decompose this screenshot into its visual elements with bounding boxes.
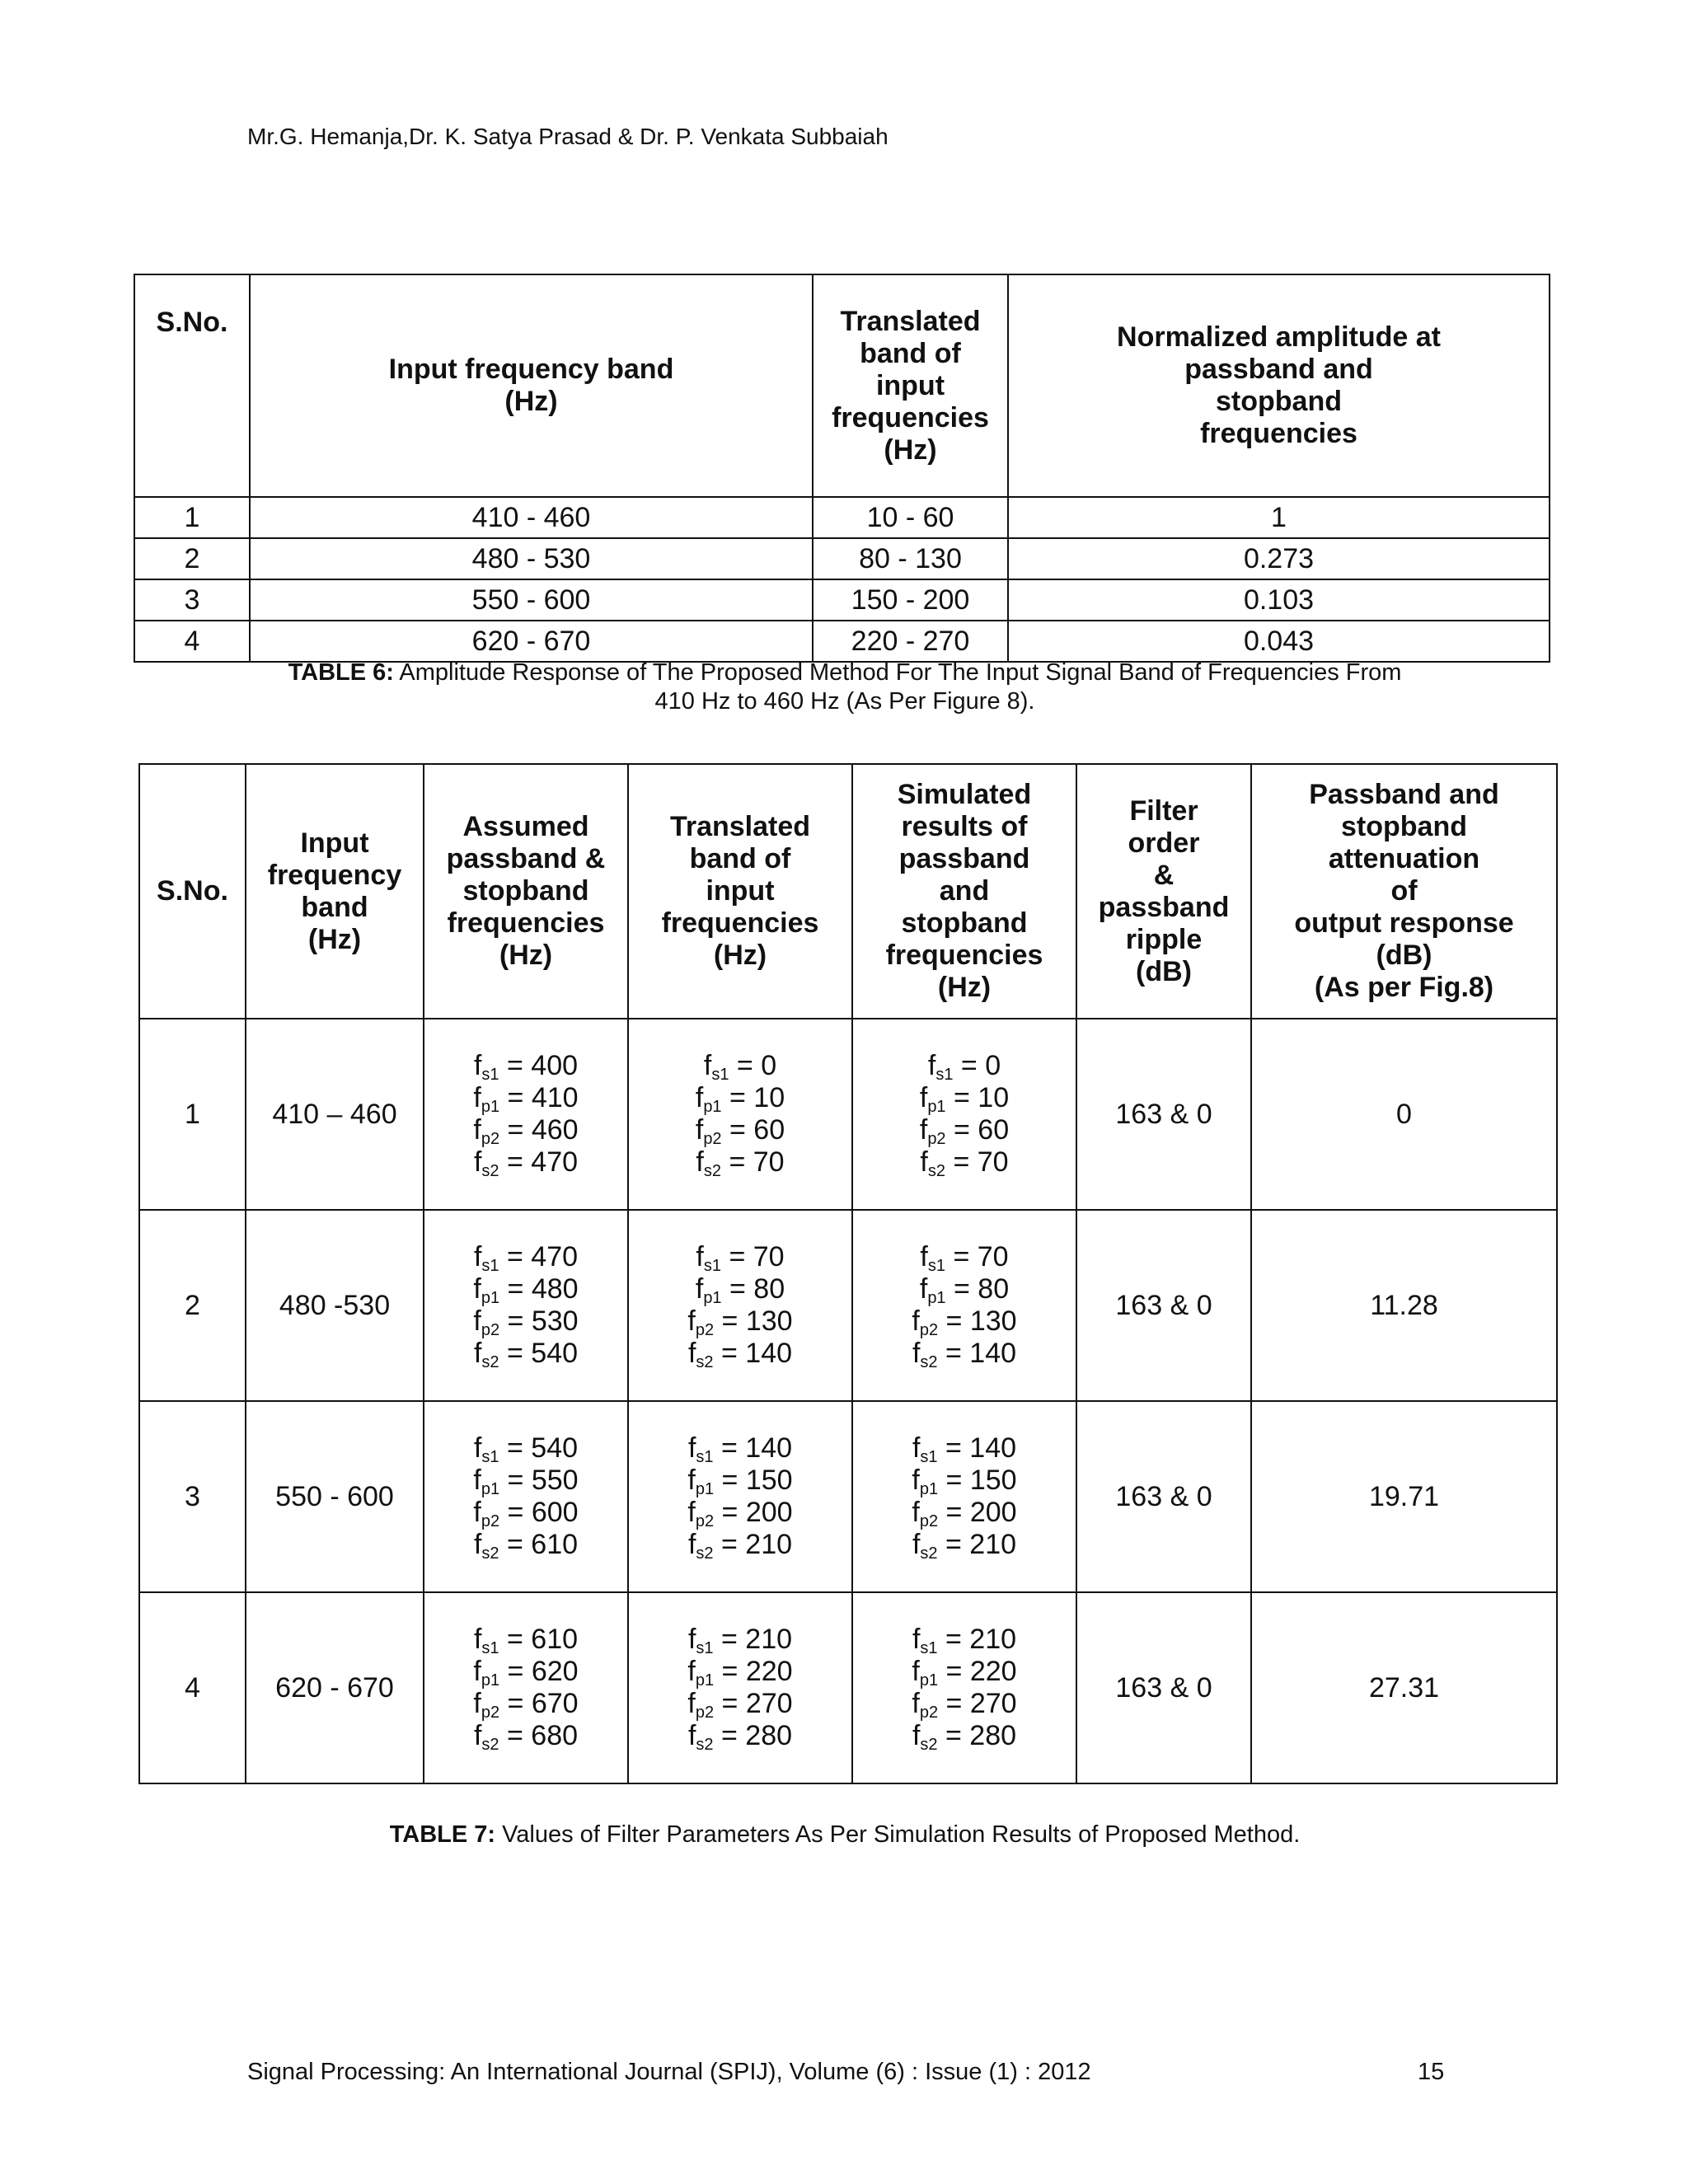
frequency-subscript: p2 (919, 1704, 939, 1722)
frequency-value: $f_{p2} = 530$ (473, 1305, 579, 1339)
frequency-subscript: s2 (920, 1353, 938, 1371)
frequency-subscript: s2 (920, 1736, 938, 1754)
header-line: Filter (1129, 794, 1198, 827)
frequency-value: $f_{p1} = 550$ (473, 1465, 579, 1498)
header-line: (Hz) (884, 434, 937, 466)
header-line: passband (898, 843, 1030, 874)
frequency-value: $f_{p1} = 10$ (919, 1082, 1010, 1116)
frequency-subscript: p1 (481, 1098, 500, 1116)
header-line: Passband and (1309, 779, 1499, 810)
header-line: (dB) (1376, 940, 1432, 971)
table-row (139, 1592, 1557, 1783)
frequency-subscript: p2 (695, 1321, 715, 1339)
header-line: order (1128, 827, 1200, 859)
t7-header-input-band (246, 764, 424, 1019)
frequency-subscript: s1 (920, 1639, 938, 1657)
header-line: attenuation (1328, 843, 1480, 874)
table-7-caption-text: Values of Filter Parameters As Per Simulation Results of Proposed Method. (502, 1821, 1301, 1848)
t7-cell-filter-order: 163 & 0 (1076, 1401, 1251, 1592)
frequency-subscript: s2 (481, 1736, 499, 1754)
frequency-value: $f_{p1} = 220$ (912, 1656, 1017, 1690)
t6-cell-input-band: 410 - 460 (250, 497, 813, 538)
frequency-subscript: s2 (481, 1544, 499, 1563)
frequency-value: $f_{p2} = 200$ (687, 1497, 793, 1530)
frequency-value: $f_{s2} = 280$ (687, 1720, 793, 1754)
frequency-subscript: s2 (920, 1544, 938, 1563)
t7-cell-attenuation: 11.28 (1251, 1210, 1557, 1401)
t6-header-normalized-amplitude (1008, 274, 1550, 497)
table-6-body (134, 497, 1550, 662)
t7-cell-translated-frequencies (628, 1019, 852, 1210)
frequency-value: $f_{s1} = 540$ (473, 1432, 579, 1466)
header-line: S.No. (156, 307, 228, 338)
t7-cell-simulated-frequencies (852, 1592, 1076, 1783)
frequency-value: $f_{p2} = 460$ (473, 1114, 579, 1148)
header-line: passband & (446, 843, 606, 874)
t7-cell-input-band: 480 -530 (246, 1210, 424, 1401)
frequency-subscript: s1 (696, 1448, 714, 1466)
frequency-subscript: p1 (927, 1289, 946, 1307)
frequency-value: $f_{s2} = 210$ (912, 1529, 1017, 1563)
frequency-value: $f_{s1} = 610$ (473, 1624, 579, 1657)
frequency-subscript: s1 (481, 1257, 499, 1275)
header-line: (Hz) (937, 972, 992, 1003)
frequency-subscript: s1 (920, 1448, 938, 1466)
header-line: Assumed (462, 811, 589, 842)
table-6 (134, 274, 1550, 663)
frequency-subscript: s2 (696, 1736, 714, 1754)
header-line: Input frequency band (388, 354, 674, 385)
header-line: frequency (267, 859, 402, 891)
table-7-caption (247, 1821, 1442, 1849)
table-row (139, 1210, 1557, 1401)
frequency-value: $f_{p1} = 150$ (687, 1465, 793, 1498)
header-line: (As per Fig.8) (1314, 972, 1494, 1003)
frequency-subscript: p1 (703, 1289, 722, 1307)
journal-footer: Signal Processing: An International Journal (SPIJ), Volume (6) : Issue (1) : 2012 (247, 2059, 1091, 2085)
frequency-subscript: s1 (927, 1257, 945, 1275)
frequency-value: $f_{p2} = 200$ (912, 1497, 1017, 1530)
t7-header-simulated-results (852, 764, 1076, 1019)
t7-header-filter-order (1076, 764, 1251, 1019)
frequency-value: $f_{s1} = 0$ (703, 1050, 777, 1084)
t6-cell-sno: 1 (134, 497, 250, 538)
header-line: band of (689, 843, 791, 874)
header-line: frequencies (1200, 418, 1357, 449)
t7-header-attenuation (1251, 764, 1557, 1019)
header-line: results of (901, 811, 1028, 842)
table-row (139, 1401, 1557, 1592)
frequency-subscript: p1 (695, 1671, 715, 1690)
header-line: Translated (840, 305, 981, 337)
frequency-subscript: s1 (711, 1066, 729, 1084)
frequency-subscript: s1 (703, 1257, 721, 1275)
t6-cell-sno: 4 (134, 621, 250, 662)
frequency-subscript: p1 (927, 1098, 946, 1116)
frequency-value: $f_{s2} = 140$ (912, 1338, 1017, 1371)
frequency-value: $f_{s2} = 280$ (912, 1720, 1017, 1754)
frequency-subscript: s2 (696, 1353, 714, 1371)
frequency-value: $f_{p2} = 670$ (473, 1688, 579, 1722)
running-header: Mr.G. Hemanja,Dr. K. Satya Prasad & Dr. P. Venkata Subbaiah (247, 124, 889, 149)
header-line: passband (1098, 891, 1230, 923)
frequency-value: $f_{p2} = 130$ (912, 1305, 1017, 1339)
header-line: Normalized amplitude at (1117, 321, 1441, 353)
frequency-subscript: s1 (481, 1448, 499, 1466)
table-7-header-row (139, 764, 1557, 1019)
t6-cell-translated-band: 10 - 60 (813, 497, 1008, 538)
frequency-subscript: p1 (703, 1098, 722, 1116)
header-line: stopband (462, 875, 589, 907)
table-row (134, 538, 1550, 579)
frequency-value: $f_{p1} = 80$ (919, 1273, 1010, 1307)
t6-cell-sno: 2 (134, 538, 250, 579)
header-line: & (1153, 859, 1175, 891)
frequency-value: $f_{s1} = 70$ (696, 1241, 785, 1275)
frequency-subscript: p1 (919, 1480, 939, 1498)
t7-cell-translated-frequencies (628, 1210, 852, 1401)
header-line: frequencies (885, 940, 1043, 971)
table-6-header-row (134, 274, 1550, 497)
frequency-value: $f_{s1} = 470$ (473, 1241, 579, 1275)
frequency-value: $f_{s1} = 400$ (473, 1050, 579, 1084)
header-line: and (939, 875, 990, 907)
t6-cell-amplitude: 0.273 (1008, 538, 1550, 579)
t6-cell-input-band: 550 - 600 (250, 579, 813, 621)
frequency-subscript: s2 (703, 1162, 721, 1180)
t7-cell-attenuation: 27.31 (1251, 1592, 1557, 1783)
frequency-subscript: p1 (481, 1289, 500, 1307)
table-6-caption-label: TABLE 6: (288, 659, 394, 686)
frequency-subscript: p1 (481, 1480, 500, 1498)
t6-cell-translated-band: 150 - 200 (813, 579, 1008, 621)
header-line: (dB) (1136, 955, 1192, 987)
table-7-body (139, 1019, 1557, 1783)
frequency-subscript: s2 (696, 1544, 714, 1563)
frequency-value: $f_{p1} = 410$ (473, 1082, 579, 1116)
t7-cell-simulated-frequencies (852, 1019, 1076, 1210)
t7-cell-sno: 3 (139, 1401, 246, 1592)
t6-cell-translated-band: 220 - 270 (813, 621, 1008, 662)
header-line: (Hz) (504, 386, 558, 417)
header-line: frequencies (661, 907, 819, 939)
t7-cell-sno: 2 (139, 1210, 246, 1401)
frequency-subscript: p2 (481, 1704, 500, 1722)
table-6-caption-text-2: 410 Hz to 460 Hz (As Per Figure 8). (654, 688, 1035, 715)
header-line: band (301, 891, 368, 923)
frequency-subscript: p2 (481, 1321, 500, 1339)
frequency-value: $f_{s1} = 210$ (912, 1624, 1017, 1657)
frequency-value: $f_{p2} = 60$ (695, 1114, 785, 1148)
frequency-value: $f_{s2} = 470$ (473, 1146, 579, 1180)
t7-cell-input-band: 620 - 670 (246, 1592, 424, 1783)
frequency-subscript: s1 (696, 1639, 714, 1657)
frequency-value: $f_{s2} = 210$ (687, 1529, 793, 1563)
frequency-value: $f_{s1} = 140$ (912, 1432, 1017, 1466)
frequency-value: $f_{s2} = 140$ (687, 1338, 793, 1371)
header-line: ripple (1125, 923, 1203, 955)
t6-cell-amplitude: 1 (1008, 497, 1550, 538)
t6-header-translated-band (813, 274, 1008, 497)
frequency-subscript: s1 (935, 1066, 954, 1084)
t7-cell-input-band: 410 – 460 (246, 1019, 424, 1210)
frequency-value: $f_{p2} = 60$ (919, 1114, 1010, 1148)
t7-cell-sno: 1 (139, 1019, 246, 1210)
t7-cell-simulated-frequencies (852, 1401, 1076, 1592)
frequency-value: $f_{p1} = 10$ (695, 1082, 785, 1116)
t7-cell-translated-frequencies (628, 1592, 852, 1783)
frequency-value: $f_{p2} = 130$ (687, 1305, 793, 1339)
frequency-value: $f_{s1} = 0$ (927, 1050, 1001, 1084)
table-row (134, 579, 1550, 621)
header-line: Input (300, 827, 369, 859)
t7-cell-assumed-frequencies (424, 1210, 628, 1401)
frequency-subscript: p2 (695, 1512, 715, 1530)
table-row (139, 1019, 1557, 1210)
frequency-value: $f_{p2} = 270$ (912, 1688, 1017, 1722)
header-line: (Hz) (307, 923, 362, 955)
t7-cell-assumed-frequencies (424, 1592, 628, 1783)
header-line: S.No. (157, 875, 228, 907)
t6-cell-amplitude: 0.103 (1008, 579, 1550, 621)
frequency-subscript: p2 (695, 1704, 715, 1722)
header-line: Translated (669, 811, 811, 842)
frequency-value: $f_{p2} = 270$ (687, 1688, 793, 1722)
frequency-value: $f_{p1} = 80$ (695, 1273, 785, 1307)
frequency-value: $f_{s2} = 680$ (473, 1720, 579, 1754)
frequency-value: $f_{s1} = 210$ (687, 1624, 793, 1657)
t6-cell-amplitude: 0.043 (1008, 621, 1550, 662)
frequency-subscript: p2 (703, 1130, 722, 1148)
frequency-value: $f_{p1} = 150$ (912, 1465, 1017, 1498)
frequency-value: $f_{s1} = 140$ (687, 1432, 793, 1466)
frequency-subscript: p2 (927, 1130, 946, 1148)
frequency-value: $f_{s2} = 70$ (696, 1146, 785, 1180)
t6-header-sno (134, 274, 250, 497)
table-7-caption-label: TABLE 7: (389, 1821, 496, 1848)
header-line: output response (1294, 907, 1514, 939)
frequency-subscript: s2 (481, 1353, 499, 1371)
t6-cell-input-band: 620 - 670 (250, 621, 813, 662)
frequency-subscript: p2 (919, 1512, 939, 1530)
header-line: input (706, 875, 775, 907)
header-line: (Hz) (499, 940, 553, 971)
frequency-value: $f_{s2} = 70$ (920, 1146, 1009, 1180)
t7-header-assumed-frequencies (424, 764, 628, 1019)
t6-cell-translated-band: 80 - 130 (813, 538, 1008, 579)
frequency-value: $f_{p2} = 600$ (473, 1497, 579, 1530)
header-line: stopband (1216, 386, 1342, 417)
frequency-subscript: p1 (481, 1671, 500, 1690)
t7-header-translated-band (628, 764, 852, 1019)
frequency-subscript: s1 (481, 1066, 499, 1084)
t7-cell-translated-frequencies (628, 1401, 852, 1592)
frequency-subscript: p1 (919, 1671, 939, 1690)
frequency-subscript: s1 (481, 1639, 499, 1657)
table-row (134, 621, 1550, 662)
t7-cell-assumed-frequencies (424, 1019, 628, 1210)
t6-cell-input-band: 480 - 530 (250, 538, 813, 579)
t7-cell-filter-order: 163 & 0 (1076, 1019, 1251, 1210)
t7-cell-attenuation: 0 (1251, 1019, 1557, 1210)
t7-cell-assumed-frequencies (424, 1401, 628, 1592)
t7-cell-sno: 4 (139, 1592, 246, 1783)
header-line: of (1390, 875, 1418, 907)
frequency-value: $f_{p1} = 220$ (687, 1656, 793, 1690)
table-6-caption (247, 658, 1442, 716)
header-line: frequencies (832, 401, 989, 434)
t6-cell-sno: 3 (134, 579, 250, 621)
frequency-subscript: p1 (695, 1480, 715, 1498)
frequency-value: $f_{p1} = 620$ (473, 1656, 579, 1690)
table-row (134, 497, 1550, 538)
t7-cell-filter-order: 163 & 0 (1076, 1592, 1251, 1783)
header-line: frequencies (447, 907, 605, 939)
t7-cell-simulated-frequencies (852, 1210, 1076, 1401)
table-7 (138, 763, 1558, 1784)
frequency-subscript: s2 (481, 1162, 499, 1180)
table-6-caption-text-1: Amplitude Response of The Proposed Method For The Input Signal Band of Frequencies From (399, 659, 1402, 686)
frequency-subscript: s2 (927, 1162, 945, 1180)
t6-header-input-band (250, 274, 813, 497)
header-line: (Hz) (713, 940, 767, 971)
t7-header-sno (139, 764, 246, 1019)
frequency-subscript: p2 (481, 1512, 500, 1530)
header-line: passband and (1184, 354, 1373, 385)
frequency-value: $f_{p1} = 480$ (473, 1273, 579, 1307)
page-number: 15 (1418, 2059, 1445, 2085)
t7-cell-attenuation: 19.71 (1251, 1401, 1557, 1592)
frequency-value: $f_{s2} = 540$ (473, 1338, 579, 1371)
header-line: Simulated (897, 779, 1032, 810)
frequency-value: $f_{s2} = 610$ (473, 1529, 579, 1563)
t7-cell-input-band: 550 - 600 (246, 1401, 424, 1592)
frequency-subscript: p2 (919, 1321, 939, 1339)
header-line: band of (860, 337, 961, 369)
frequency-subscript: p2 (481, 1130, 500, 1148)
header-line: input (875, 369, 945, 401)
header-line: stopband (1341, 811, 1467, 842)
header-line: stopband (901, 907, 1028, 939)
frequency-value: $f_{s1} = 70$ (920, 1241, 1009, 1275)
t7-cell-filter-order: 163 & 0 (1076, 1210, 1251, 1401)
